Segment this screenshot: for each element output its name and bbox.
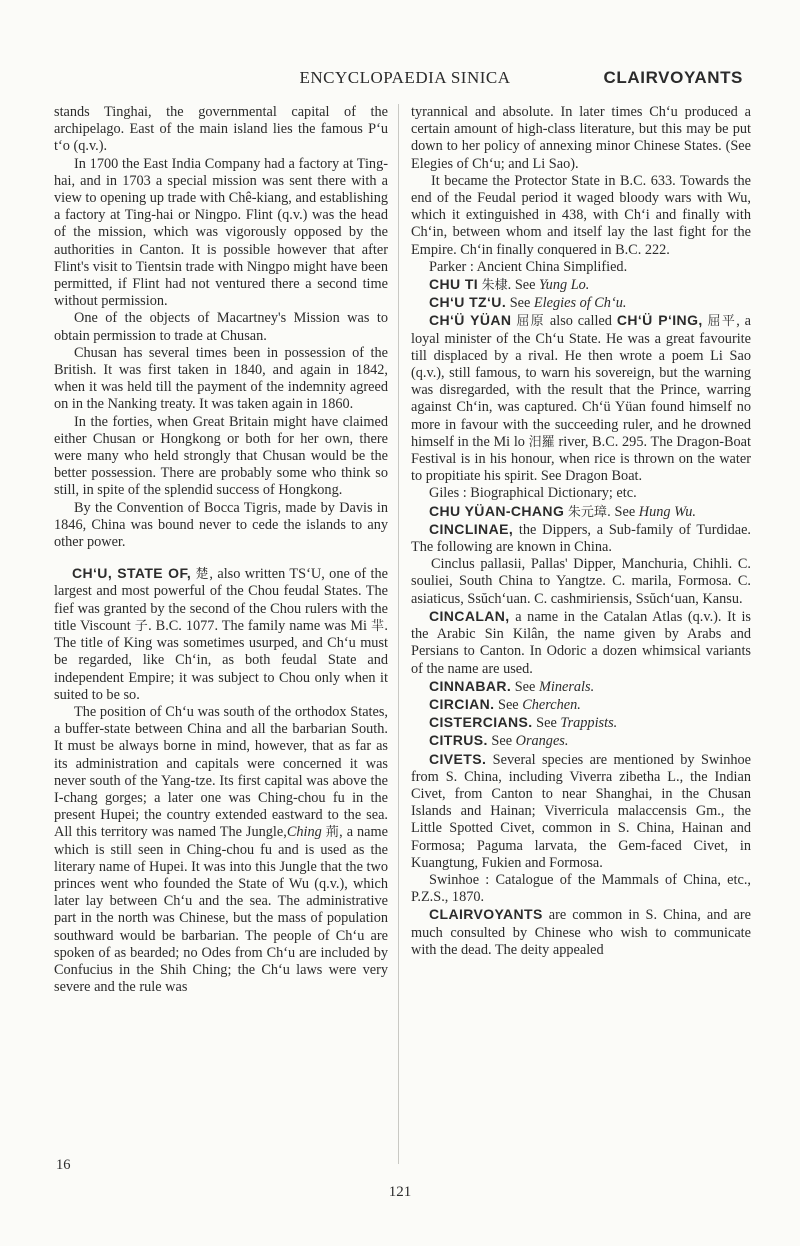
- reference: Swinhoe : Catalogue of the Mammals of China, etc., P.Z.S., 1870.: [411, 871, 751, 906]
- italic-term: Ching: [286, 824, 322, 841]
- chinese-characters: 朱棣: [481, 278, 508, 294]
- paragraph: stands Tinghai, the governmental capital of the archipelago. East of the main island lies the famous P‘u t‘o (q.v.).: [54, 104, 388, 155]
- page-number: 121: [388, 1184, 412, 1200]
- species: Cinclus pallasii, Pallas' Dipper, Manchuria, Chihli.: [431, 556, 733, 573]
- column-divider: [398, 104, 399, 1164]
- species: C. cashmiriensis, Ssŭch‘uan, Kansu.: [534, 590, 743, 607]
- entry-circian: [411, 696, 751, 714]
- signature-mark: 16: [56, 1157, 71, 1173]
- chinese-characters: 楚: [195, 567, 210, 583]
- chinese-characters: 朱元璋.: [567, 504, 611, 520]
- entry-body: are common in S. China, and are much consulted by Chinese who wish to communicate with the dead. The deity appealed: [411, 907, 751, 958]
- entry-headword-alt: CH‘Ü P‘ING,: [616, 312, 703, 329]
- chinese-characters: 子: [134, 618, 149, 634]
- section-title: CLAIRVOYANTS: [603, 68, 743, 87]
- entry-headword: CH‘U, STATE OF,: [72, 565, 192, 582]
- entry-body: the Dippers, a Sub-family of Turdidae. The following are known in China.: [411, 521, 751, 556]
- chinese-characters: 羋: [371, 618, 385, 634]
- entry-cinnabar: [411, 678, 751, 696]
- see-label: See: [614, 503, 636, 520]
- reference: Giles : Biographical Dictionary; etc.: [429, 485, 637, 502]
- paragraph: By the Convention of Bocca Tigris, made by Davis in 1846, China was bound never to cede the islands to any other power.: [54, 499, 388, 551]
- entry-headword: CHU YÜAN-CHANG: [429, 502, 565, 519]
- cross-reference: Hung Wu.: [638, 503, 696, 520]
- see-label: See: [509, 295, 531, 312]
- species: C. asiaticus, Ssŭch‘uan.: [411, 573, 751, 607]
- entry-body: river, B.C. 295. The Dragon-Boat Festival is in his honour, when rice is thrown on the water to propitiate his spirit. See Dragon Boat.: [411, 433, 751, 485]
- entry-body: . The title of King was sometimes usurped, and Ch‘u must be regarded, like Ch‘in, as both feudal State and independent Empire; it was subject to Chou only when it suited to be so.: [54, 617, 388, 703]
- reference: Parker : Ancient China Simplified.: [429, 258, 628, 275]
- entry-civets: [411, 751, 751, 872]
- entry-headword: CIVETS.: [429, 750, 487, 767]
- entry-cincalan: [411, 608, 751, 678]
- see-label: See: [514, 277, 536, 294]
- cross-reference: Yung Lo.: [539, 277, 590, 294]
- paragraph: [54, 704, 388, 996]
- left-column: [54, 104, 388, 996]
- entry-headword: CINCALAN,: [429, 607, 510, 624]
- cross-reference: Cherchen.: [522, 696, 581, 713]
- entry-body: . B.C. 1077. The family name was Mi: [148, 617, 368, 634]
- entry-headword: CINNABAR.: [429, 677, 512, 694]
- species: C. souliei, South China to Yangtze.: [411, 556, 751, 590]
- paragraph-text: , a name which is still seen in Ching-chou fu and is used as the literary name of Hupei. It was into this Jungle that the two princes went who founded the State of Wu (q.v.), which later lay between Ch‘u and the sea. The administrative part in the north was Chinese, but the mass of population southward would be barbarian. The people of Ch‘u are spoken of as bearded; no Odes from Ch‘u are included by Confucius in the Shih Ching; the Ch‘u laws were very severe and the rule was: [54, 824, 388, 996]
- see-label: See: [491, 733, 513, 750]
- chinese-characters: 汨羅: [528, 434, 555, 450]
- see-label: See: [536, 715, 557, 732]
- entry-headword: CITRUS.: [429, 732, 488, 749]
- cross-reference: Oranges.: [515, 733, 569, 750]
- see-label: See: [498, 696, 519, 713]
- paragraph: In 1700 the East India Company had a factory at Ting-hai, and in 1703 a special mission was sent there with a view to opening up trade with Chê-kiang, and establishing a factory at Ting-hai or Ningpo. Flint (q.v.) was the head of the mission, which was vigorously opposed by the authorities in Canton. It is possible however that after Flint's visit to Tientsin trade with Ningpo might have been permitted, if Flint had not ventured there a second time without permission.: [54, 155, 388, 310]
- chinese-characters: 屈平: [707, 314, 737, 330]
- paragraph: [411, 556, 751, 608]
- paragraph: It became the Protector State in B.C. 633. Towards the end of the Feudal period it waged bloody wars with Wu, which it extinguished in 438, with Ch‘i and finally with Ch‘in, between whom and itself lay the last fight for the Empire. Ch‘in finally conquered in B.C. 222.: [411, 172, 751, 258]
- entry-body: also called: [549, 313, 612, 330]
- running-title: ENCYCLOPAEDIA SINICA: [299, 68, 511, 87]
- entry-headword: CLAIRVOYANTS: [429, 906, 543, 923]
- paragraph: Chusan has several times been in possession of the British. It was first taken in 1840, and again in 1842, when it was held till the payment of the indemnity agreed on in the Nanking treaty. It was taken again in 1860.: [54, 344, 388, 413]
- entry-clairvoyants: [411, 906, 751, 959]
- entry-cistercians: [411, 714, 751, 732]
- see-label: See: [514, 678, 536, 695]
- entry-headword: CIRCIAN.: [429, 695, 495, 712]
- entry-headword: CISTERCIANS.: [429, 714, 533, 731]
- entry-chu-ti: CHU TI 朱棣. See Yung Lo.: [429, 276, 590, 294]
- paragraph: tyrannical and absolute. In later times Ch‘u produced a certain amount of high-class literature, but this may be put down to her policy of annexing minor Chinese States. (See Elegies of Ch‘u; and Li Sao).: [411, 104, 751, 172]
- chinese-characters: 荊: [325, 825, 340, 841]
- paragraph: In the forties, when Great Britain might have claimed either Chusan or Hongkong or both for her own, there were many who held strongly that Chusan would be the better possession. There are probably some who think so still, in spite of the splendid success of Hongkong.: [54, 413, 388, 499]
- entry-headword: CH‘Ü YÜAN: [429, 312, 512, 329]
- species: C. marila, Formosa.: [612, 573, 732, 590]
- paragraph-text: The position of Ch‘u was south of the orthodox States, a buffer-state between China and all the barbarian South. It must be always borne in mind, however, that as far as its administration and capitals were concerned it was never south of the Yang-tze. Its first capital was above the I-chang gorges; a later one was Ching-chou fu in the present Hupei; the country extended eastward to the sea. All this territory was named The Jungle,: [54, 703, 388, 841]
- entry-body: a name in the Catalan Atlas (q.v.). It is the Arabic Sin Kilân, the name given by Arabs and Persians to Canton. In Odoric a dozen whimsical variants of the name are used.: [411, 608, 751, 677]
- entry-headword: CINCLINAE,: [429, 520, 514, 537]
- entry-body: , also written TS‘U, one of the largest and most powerful of the Chou feudal States. The fief was granted by the second of the Chou rulers with the title Viscount: [54, 566, 388, 634]
- entry-headword: CH‘U TZ‘U.: [429, 294, 507, 311]
- cross-reference: Elegies of Ch‘u.: [533, 295, 627, 312]
- entry-body: Several species are mentioned by Swinhoe from S. China, including Viverra zibetha L., the Indian Civet, from Canton to near Shanghai, in the Chusan Islands and Hainan; Viverricula malaccensis Gm., the Little Spotted Civet, common in S. China, Hainan and Formosa; Paguma larvata, the Gem-faced Civet, in Kuangtung, Fukien and Formosa.: [411, 751, 751, 871]
- cross-reference: Trappists.: [560, 715, 618, 732]
- entry-chu-state: [54, 565, 388, 704]
- entry-body: , a loyal minister of the Ch‘u State. He was a great favourite till displaced by a rival. He then wrote a poem Li Sao (q.v.), still famous, to warn his sovereign, but the warning was disregarded, with the result that the Prince, warring against Ch‘in, was captured. Ch‘ü Yüan found himself no more in favour with the succeeding ruler, and he drowned himself in the Mi lo: [411, 313, 751, 450]
- entry-headword: CHU TI: [429, 276, 479, 293]
- chinese-characters: 屈原: [516, 314, 545, 330]
- entry-chu-tzu: [411, 294, 751, 312]
- paragraph: One of the objects of Macartney's Mission was to obtain permission to trade at Chusan.: [54, 310, 388, 344]
- right-column: [411, 104, 751, 959]
- entry-chu-yuan-chang: [411, 503, 751, 521]
- entry-chu-yuan: [411, 312, 751, 485]
- entry-citrus: [411, 732, 751, 750]
- cross-reference: Minerals.: [538, 678, 595, 695]
- entry-cinclinae: [411, 521, 751, 556]
- running-header: [0, 68, 800, 88]
